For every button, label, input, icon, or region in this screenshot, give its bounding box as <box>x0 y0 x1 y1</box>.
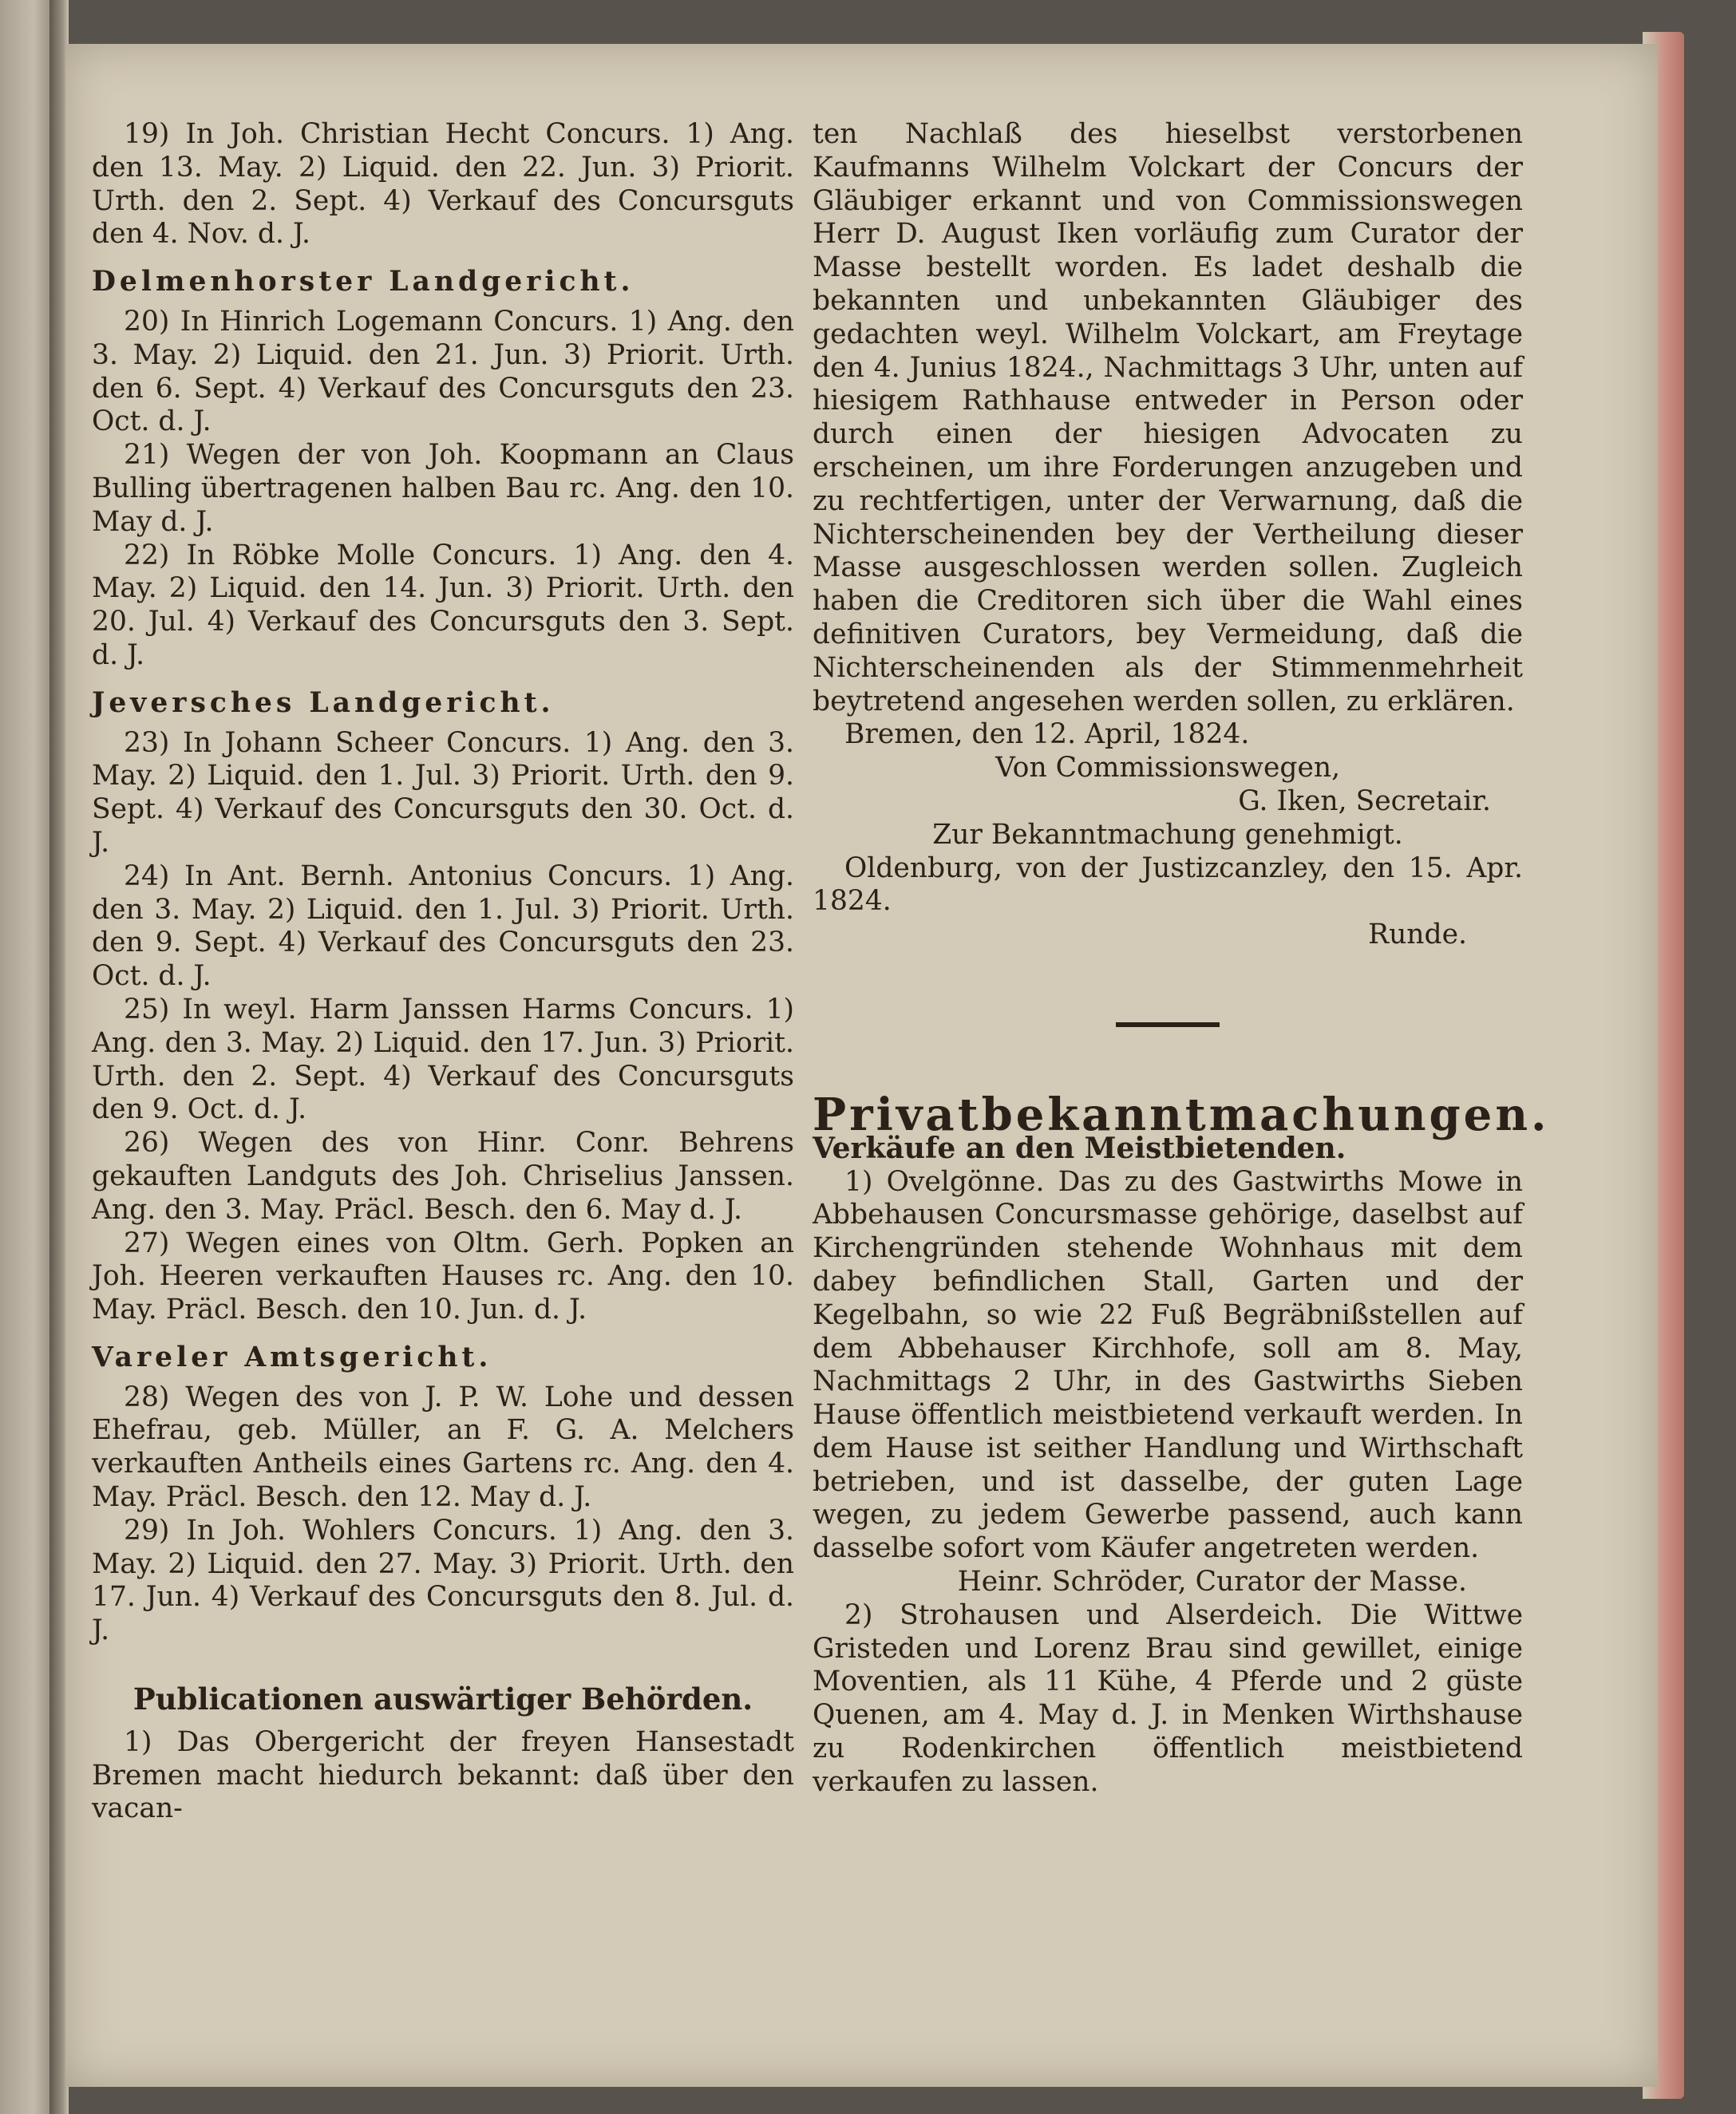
signature-runde: Runde. <box>1368 919 1467 951</box>
section-heading-publications: Publicationen auswärtiger Behörden. <box>132 1681 753 1717</box>
notice-23: 23) In Johann Scheer Concurs. 1) Ang. den 3. May. 2) Liquid. den 1. Jul. 3) Priorit. Urth. den 9. Sept. 4) Verkauf des Concursguts den 30. Oct. d. J. <box>92 726 794 859</box>
notice-21: 21) Wegen der von Joh. Koopmann an Claus Bulling übertragenen halben Bau rc. Ang. den 10. May d. J. <box>92 439 794 538</box>
notice-26: 26) Wegen des von Hinr. Conr. Behrens gekauften Landguts des Joh. Chriselius Janssen. Ang. den 3. May. Präcl. Besch. den 6. May d. J. <box>92 1127 794 1226</box>
right-column <box>813 118 1550 1800</box>
notice-24: 24) In Ant. Bernh. Antonius Concurs. 1) Ang. den 3. May. 2) Liquid. den 1. Jul. 3) Priorit. Urth. den 9. Sept. 4) Verkauf des Concursguts den 23. Oct. d. J. <box>92 859 794 993</box>
publication-1-start: 1) Das Obergericht der freyen Hansestadt Bremen macht hiedurch bekannt: daß über den vacan- <box>92 1725 794 1825</box>
notice-25: 25) In weyl. Harm Janssen Harms Concurs. 1) Ang. den 3. May. 2) Liquid. den 17. Jun. 3) Priorit. Urth. den 2. Sept. 4) Verkauf des Concursguts den 9. Oct. d. J. <box>92 993 794 1126</box>
facing-page-edge <box>0 0 56 2114</box>
notice-27: 27) Wegen eines von Oltm. Gerh. Popken an Joh. Heeren verkauften Hauses rc. Ang. den 10. May. Präcl. Besch. den 10. Jun. d. J. <box>92 1227 794 1326</box>
subheading-sales: Verkäufe an den Meistbietenden. <box>813 1131 1346 1165</box>
publication-place-date: Bremen, den 12. April, 1824. <box>844 718 1250 751</box>
sale-notice-2: 2) Strohausen und Alserdeich. Die Wittwe Gristeden und Lorenz Brau sind gewillet, einige Moventien, als 11 Kühe, 4 Pferde und 2 güste Quenen, am 4. May d. J. in Menken Wirthshause zu Rodenkirchen öffentlich meistbietend verkaufen zu lassen. <box>813 1598 1523 1798</box>
sale-notice-1: 1) Ovelgönne. Das zu des Gastwirths Mowe in Abbehausen Concursmasse gehörige, daselbst auf Kirchengründen stehende Wohnhaus mit dem dabey befindlichen Stall, Garten und der Kegelbahn, so wie 22 Fuß Begräbnißstellen auf dem Abbehauser Kirchhofe, soll am 8. May, Nachmittags 2 Uhr, in des Gastwirths Sieben Hause öffentlich meistbietend verkauft werden. In dem Hause ist seither Handlung und Wirthschaft betrieben, und ist dasselbe, der guten Lage wegen, zu jedem Gewerbe passend, auch kann dasselbe sofort vom Käufer angetreten werden. <box>813 1165 1523 1565</box>
court-heading-delmenhorst: Delmenhorster Landgericht. <box>92 266 635 298</box>
publication-by-commission: Von Commissionswegen, <box>995 752 1341 784</box>
approval-line: Zur Bekanntmachung genehmigt. <box>932 818 1403 851</box>
notice-22: 22) In Röbke Molle Concurs. 1) Ang. den 4. May. 2) Liquid. den 14. Jun. 3) Priorit. Urth. den 20. Jul. 4) Verkauf des Concursguts den 3. Sept. d. J. <box>92 539 794 671</box>
court-heading-jever: Jeversches Landgericht. <box>92 686 555 719</box>
notice-20: 20) In Hinrich Logemann Concurs. 1) Ang. den 3. May. 2) Liquid. den 21. Jun. 3) Priorit. Urth. den 6. Sept. 4) Verkauf des Concursguts den 23. Oct. d. J. <box>92 305 794 438</box>
signature-iken: G. Iken, Secretair. <box>1238 784 1491 817</box>
sale-1-signature: Heinr. Schröder, Curator der Masse. <box>957 1566 1467 1598</box>
publication-1-continued: ten Nachlaß des hieselbst verstorbenen Kaufmanns Wilhelm Volckart der Concurs der Gläubiger erkannt und von Commissionswegen Herr D. August Iken vorläufig zum Curator der Masse bestellt worden. Es ladet deshalb die bekannten und unbekannten Gläubiger des gedachten weyl. Wilhelm Volckart, am Freytage den 4. Junius 1824., Nachmittags 3 Uhr, unten auf hiesigem Rathhause entweder in Person oder durch einen der hiesigen Advocaten zu erscheinen, um ihre Forderungen anzugeben und zu rechtfertigen, unter der Verwarnung, daß die Nichterscheinenden bey der Vertheilung dieser Masse ausgeschlossen werden sollen. Zugleich haben die Creditoren sich über die Wahl eines definitiven Curators, bey Vermeidung, daß die Nichterscheinenden als der Stimmenmehrheit beytretend angesehen werden sollen, zu erklären. <box>813 118 1523 717</box>
section-heading-private: Privatbekanntmachungen. <box>813 1088 1550 1141</box>
notice-19: 19) In Joh. Christian Hecht Concurs. 1) Ang. den 13. May. 2) Liquid. den 22. Jun. 3) Priorit. Urth. den 2. Sept. 4) Verkauf des Concursguts den 4. Nov. d. J. <box>92 118 794 251</box>
section-divider <box>1116 1022 1220 1027</box>
oldenburg-line: Oldenburg, von der Justizcanzley, den 15. Apr. 1824. <box>813 852 1523 918</box>
notice-29: 29) In Joh. Wohlers Concurs. 1) Ang. den 3. May. 2) Liquid. den 27. May. 3) Priorit. Urth. den 17. Jun. 4) Verkauf des Concursguts den 8. Jul. d. J. <box>92 1514 794 1647</box>
notice-28: 28) Wegen des von J. P. W. Lohe und dessen Ehefrau, geb. Müller, an F. G. A. Melchers verkauften Antheils eines Gartens rc. Ang. den 4. May. Präcl. Besch. den 12. May d. J. <box>92 1381 794 1514</box>
court-heading-varel: Vareler Amtsgericht. <box>92 1341 492 1373</box>
left-column <box>92 118 794 1826</box>
